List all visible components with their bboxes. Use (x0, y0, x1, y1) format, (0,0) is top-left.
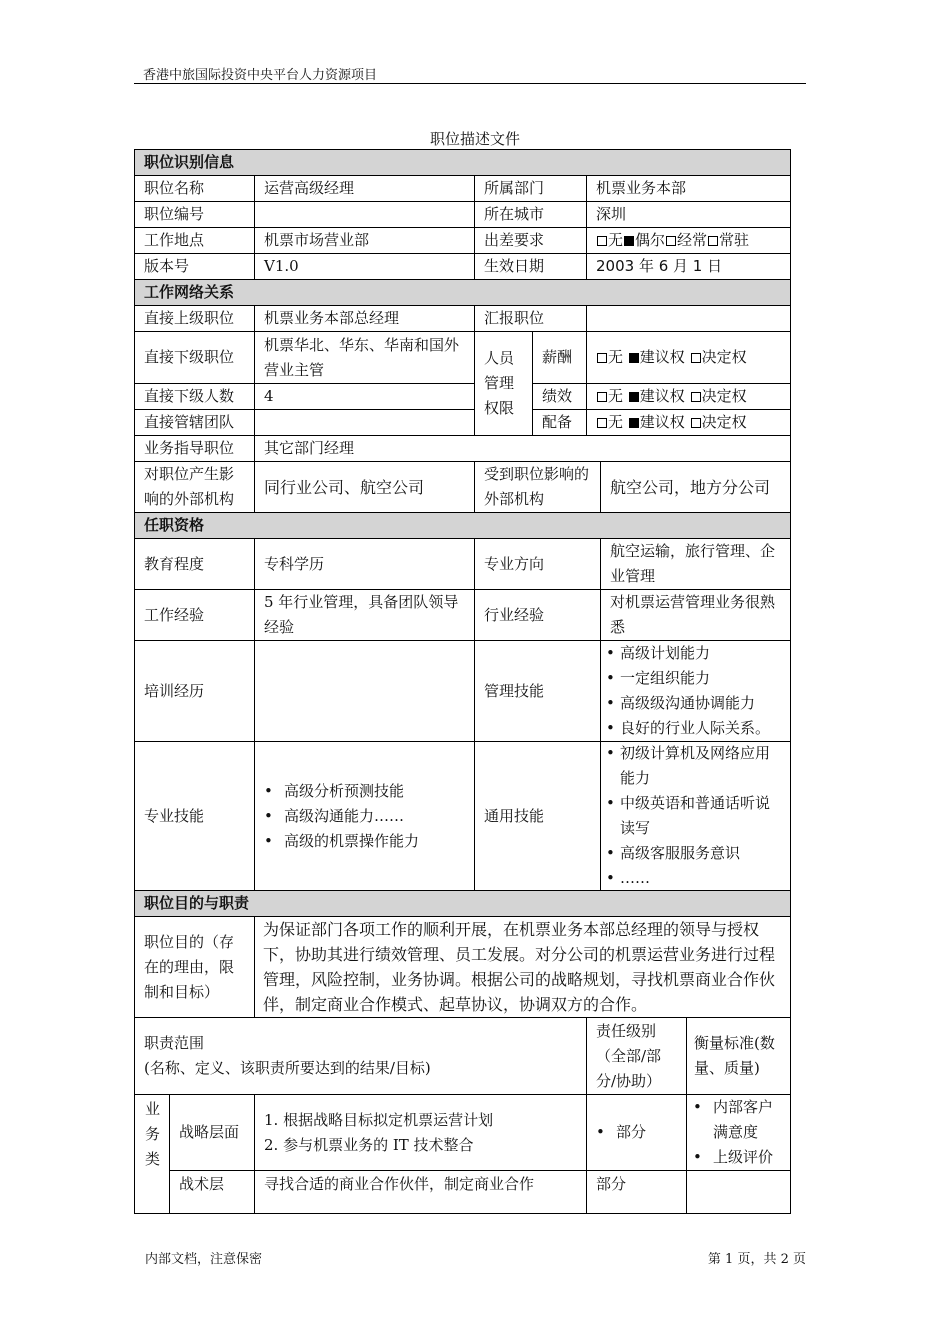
value-work-experience: 5 年行业管理，具备团队领导经验 (254, 589, 475, 641)
value-headcount: 4 (254, 383, 475, 410)
travel-checkbox-resident (708, 236, 718, 246)
header-responsibility-level: 责任级别（全部/部分/协助） (586, 1017, 687, 1095)
label-report-position: 汇报职位 (474, 305, 587, 332)
duty-measures-strategic (686, 1094, 791, 1171)
duty-item: 1. 根据战略目标拟定机票运营计划 (264, 1110, 494, 1129)
value-city: 深圳 (586, 201, 791, 228)
performance-checkbox-advise (629, 392, 639, 402)
label-version: 版本号 (134, 253, 255, 280)
duty-level-tactical: 部分 (586, 1170, 687, 1214)
label-team: 直接管辖团队 (134, 409, 255, 436)
duty-layer-tactical: 战术层 (169, 1170, 255, 1214)
label-position-name: 职位名称 (134, 175, 255, 202)
professional-skills-cell (254, 741, 475, 891)
value-position-code (254, 201, 475, 228)
value-education: 专科学历 (254, 538, 475, 590)
list-item: • 一定组织能力 (606, 666, 770, 691)
duty-level-strategic (586, 1094, 687, 1171)
value-subordinate: 机票华北、华东、华南和国外营业主管 (254, 331, 475, 384)
label-performance: 绩效 (532, 383, 587, 410)
list-item: • 良好的行业人际关系。 (606, 716, 770, 741)
label-city: 所在城市 (474, 201, 587, 228)
travel-option: 常驻 (707, 228, 749, 253)
section-network: 工作网络关系 (134, 279, 791, 306)
performance-checkbox-none (597, 392, 607, 402)
header-measure-standard: 衡量标准(数量、质量) (686, 1017, 791, 1095)
page-header: 香港中旅国际投资中央平台人力资源项目 (143, 68, 378, 83)
staffing-authority-options: 无 建议权 决定权 (586, 409, 791, 436)
footer-page-number: 第 1 页，共 2 页 (707, 1252, 806, 1267)
staffing-checkbox-decide (691, 418, 701, 428)
duty-level-list (596, 1120, 646, 1145)
list-item: • 高级的机票操作能力 (264, 829, 419, 854)
travel-option: 偶尔 (623, 228, 665, 253)
value-guidance: 其它部门经理 (254, 435, 791, 462)
label-general-skills: 通用技能 (474, 741, 601, 891)
salary-authority-options: 无 建议权 决定权 (586, 331, 791, 384)
label-department: 所属部门 (474, 175, 587, 202)
section-purpose: 职位目的与职责 (134, 890, 791, 917)
list-item: • 高级分析预测技能 (264, 779, 419, 804)
label-major: 专业方向 (474, 538, 601, 590)
list-item: • 初级计算机及网络应用能力 (606, 741, 781, 791)
label-industry-experience: 行业经验 (474, 589, 601, 641)
document-title: 职位描述文件 (429, 130, 520, 148)
header-duty-scope (134, 1017, 587, 1095)
label-travel: 出差要求 (474, 227, 587, 254)
travel-checkbox-occasional (624, 236, 634, 246)
footer-confidential: 内部文档，注意保密 (145, 1252, 263, 1267)
label-headcount: 直接下级人数 (134, 383, 255, 410)
label-guidance: 业务指导职位 (134, 435, 255, 462)
label-education: 教育程度 (134, 538, 255, 590)
management-skills-cell (600, 640, 791, 742)
travel-option: 经常 (665, 228, 707, 253)
value-position-purpose: 为保证部门各项工作的顺利开展，在机票业务本部总经理的领导与授权下，协助其进行绩效管理、员工发展。对分公司的机票运营业务进行过程管理，风险控制，业务协调。根据公司的战略规划，寻找机票商业合作伙伴，制定商业合作模式、起草协议，协调双方的合作。 (254, 916, 791, 1018)
label-effective-date: 生效日期 (474, 253, 587, 280)
value-major: 航空运输，旅行管理、企业管理 (600, 538, 791, 590)
duty-items-tactical: 寻找合适的商业合作伙伴，制定商业合作 (254, 1170, 587, 1214)
value-training (254, 640, 475, 742)
duty-items-strategic (254, 1094, 587, 1171)
travel-checkbox-none (597, 236, 607, 246)
section-identification: 职位识别信息 (134, 149, 791, 176)
list-item: • 高级客服服务意识 (606, 841, 781, 866)
label-staff-authority: 人员管理权限 (474, 331, 533, 436)
travel-options (586, 227, 791, 254)
list-item: • 高级级沟通协调能力 (606, 691, 770, 716)
travel-checkbox-often (666, 236, 676, 246)
label-work-location: 工作地点 (134, 227, 255, 254)
value-version: V1.0 (254, 253, 475, 280)
performance-authority-options: 无 建议权 决定权 (586, 383, 791, 410)
duty-measures-list (693, 1095, 781, 1170)
label-work-experience: 工作经验 (134, 589, 255, 641)
staffing-checkbox-advise (629, 418, 639, 428)
management-skills-list (606, 641, 770, 741)
list-item: • 高级沟通能力…… (264, 804, 419, 829)
label-subordinate: 直接下级职位 (134, 331, 255, 384)
general-skills-list (606, 741, 781, 891)
value-team (254, 409, 475, 436)
value-department: 机票业务本部 (586, 175, 791, 202)
header-rule (134, 83, 806, 84)
performance-checkbox-decide (691, 392, 701, 402)
label-salary: 薪酬 (532, 331, 587, 384)
list-item: • 中级英语和普通话听说读写 (606, 791, 781, 841)
value-report-position (586, 305, 791, 332)
value-industry-experience: 对机票运营管理业务很熟悉 (600, 589, 791, 641)
value-affected-orgs: 航空公司，地方分公司 (600, 461, 791, 513)
duty-scope-subtitle: (名称、定义、该职责所要达到的结果/目标) (144, 1059, 431, 1077)
list-item: • 内部客户满意度 (693, 1095, 781, 1145)
list-item: • 部分 (596, 1120, 646, 1145)
label-affecting-orgs: 对职位产生影响的外部机构 (134, 461, 255, 513)
label-position-code: 职位编号 (134, 201, 255, 228)
duty-measures-tactical (686, 1170, 791, 1214)
value-affecting-orgs: 同行业公司、航空公司 (254, 461, 475, 513)
staffing-checkbox-none (597, 418, 607, 428)
duty-layer-strategic: 战略层面 (169, 1094, 255, 1171)
section-qualification: 任职资格 (134, 512, 791, 539)
label-professional-skills: 专业技能 (134, 741, 255, 891)
label-position-purpose: 职位目的（存在的理由，限制和目标） (134, 916, 255, 1018)
general-skills-cell (600, 741, 791, 891)
salary-checkbox-none (597, 353, 607, 363)
label-training: 培训经历 (134, 640, 255, 742)
travel-option: 无 (596, 228, 623, 253)
list-item: • 高级计划能力 (606, 641, 770, 666)
label-management-skills: 管理技能 (474, 640, 601, 742)
duty-scope-title: 职责范围 (144, 1034, 205, 1052)
professional-skills-list (264, 779, 419, 854)
duty-item: 2. 参与机票业务的 IT 技术整合 (264, 1135, 474, 1154)
list-item: • 上级评价 (693, 1145, 781, 1170)
salary-checkbox-decide (691, 353, 701, 363)
value-position-name: 运营高级经理 (254, 175, 475, 202)
value-work-location: 机票市场营业部 (254, 227, 475, 254)
value-superior: 机票业务本部总经理 (254, 305, 475, 332)
list-item: • …… (606, 866, 781, 891)
duty-category: 业务类 (134, 1094, 170, 1214)
salary-checkbox-advise (629, 353, 639, 363)
label-staffing: 配备 (532, 409, 587, 436)
value-effective-date: 2003 年 6 月 1 日 (586, 253, 791, 280)
label-superior: 直接上级职位 (134, 305, 255, 332)
label-affected-orgs: 受到职位影响的外部机构 (474, 461, 601, 513)
